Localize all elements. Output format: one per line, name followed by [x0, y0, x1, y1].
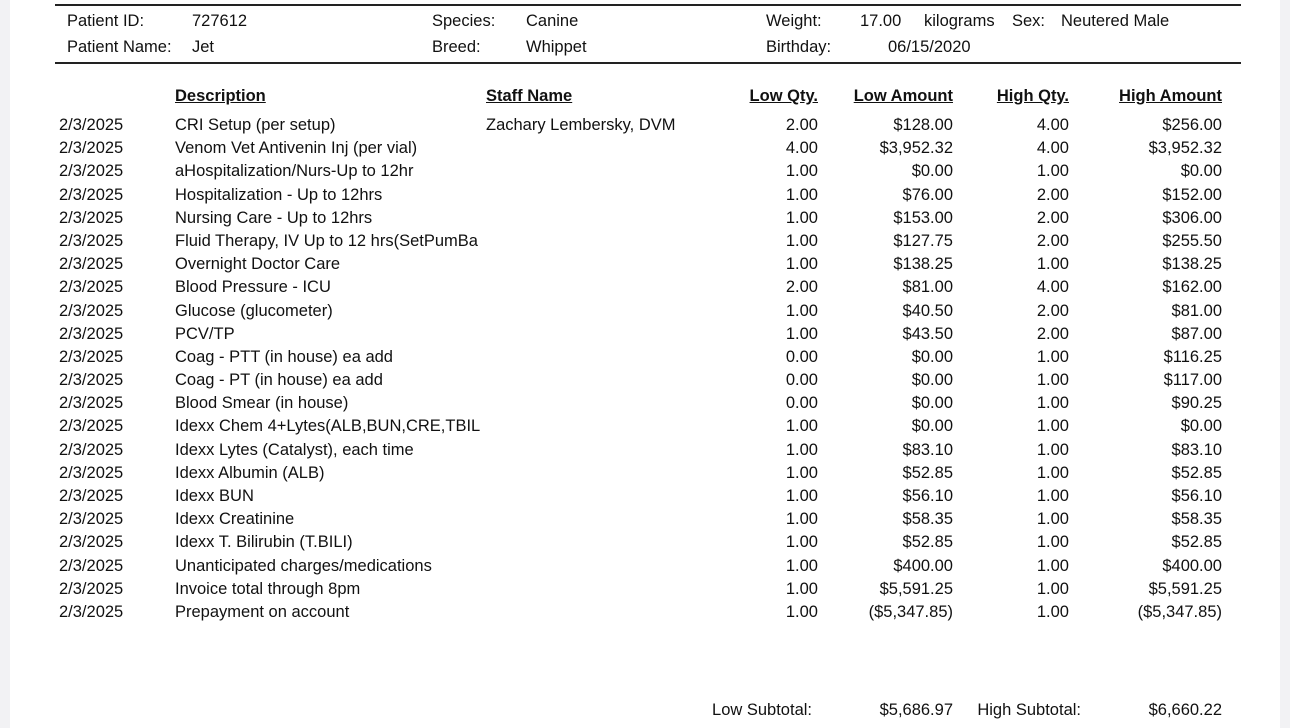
- row-low-qty: 1.00: [785, 463, 818, 482]
- row-description: Blood Smear (in house): [175, 394, 349, 413]
- row-low-qty: 1.00: [785, 255, 818, 274]
- row-low-qty: 1.00: [785, 533, 818, 552]
- table-row: [10, 230, 1280, 253]
- row-low-qty: 0.00: [785, 394, 818, 413]
- row-low-amount: $128.00: [893, 116, 953, 134]
- row-date: 2/3/2025: [59, 278, 124, 297]
- row-low-qty: 1.00: [785, 510, 818, 529]
- table-row: [10, 276, 1280, 299]
- row-low-qty: 1.00: [785, 440, 818, 459]
- column-header-description: Description: [175, 87, 266, 105]
- table-row: [10, 415, 1280, 438]
- row-date: 2/3/2025: [59, 417, 124, 436]
- row-low-amount: $3,952.32: [879, 139, 953, 158]
- row-high-qty: 1.00: [1036, 417, 1069, 436]
- row-description: Overnight Doctor Care: [175, 255, 341, 274]
- row-low-qty: 1.00: [785, 324, 818, 343]
- row-description: aHospitalization/Nurs-Up to 12hr: [175, 162, 414, 181]
- table-row: [10, 439, 1280, 462]
- table-row: [10, 508, 1280, 531]
- row-high-qty: 2.00: [1036, 231, 1069, 250]
- high-subtotal-value: $6,660.22: [1148, 701, 1222, 719]
- row-low-amount: $400.00: [893, 556, 953, 575]
- breed-value: Whippet: [526, 38, 587, 56]
- table-row: [10, 555, 1280, 578]
- row-high-amount: $87.00: [1171, 324, 1222, 343]
- row-date: 2/3/2025: [59, 556, 124, 575]
- row-low-qty: 1.00: [785, 487, 818, 505]
- row-date: 2/3/2025: [59, 394, 124, 413]
- patient-id-value: 727612: [192, 12, 248, 30]
- table-row: [10, 531, 1280, 554]
- column-header-staff: Staff Name: [486, 87, 573, 105]
- row-date: 2/3/2025: [59, 602, 124, 621]
- row-high-amount: $162.00: [1162, 278, 1222, 297]
- row-low-amount: $138.25: [893, 255, 953, 274]
- table-row: [10, 462, 1280, 485]
- row-date: 2/3/2025: [59, 579, 124, 598]
- table-row: [10, 601, 1280, 624]
- row-description: Blood Pressure - ICU: [175, 278, 331, 297]
- row-description: Hospitalization - Up to 12hrs: [175, 185, 383, 204]
- row-low-amount: $0.00: [911, 162, 953, 181]
- low-subtotal-label: Low Subtotal:: [712, 701, 812, 719]
- row-high-amount: $0.00: [1180, 162, 1222, 181]
- row-date: 2/3/2025: [59, 301, 124, 320]
- row-date: 2/3/2025: [59, 324, 124, 343]
- column-header-low-amount: Low Amount: [853, 87, 953, 105]
- row-low-amount: $0.00: [911, 371, 953, 390]
- weight-value: 17.00: [860, 12, 902, 30]
- row-high-qty: 2.00: [1036, 185, 1069, 204]
- species-value: Canine: [526, 12, 579, 30]
- table-row: [10, 346, 1280, 369]
- row-description: PCV/TP: [175, 324, 235, 343]
- top-rule: [55, 4, 1241, 6]
- row-low-amount: $76.00: [902, 185, 953, 204]
- row-high-qty: 2.00: [1036, 301, 1069, 320]
- row-high-qty: 4.00: [1036, 278, 1069, 297]
- table-row: [10, 485, 1280, 508]
- row-low-amount: $43.50: [902, 324, 953, 343]
- species-label: Species:: [432, 12, 496, 30]
- row-description: Unanticipated charges/medications: [175, 556, 432, 575]
- line-items-table: [10, 114, 1280, 624]
- row-description: Idexx Albumin (ALB): [175, 463, 325, 482]
- row-low-qty: 0.00: [785, 371, 818, 390]
- row-low-qty: 2.00: [785, 116, 818, 134]
- row-high-qty: 1.00: [1036, 510, 1069, 529]
- row-low-qty: 0.00: [785, 347, 818, 366]
- patient-name-label: Patient Name:: [67, 38, 172, 56]
- row-staff-name: Zachary Lembersky, DVM: [486, 116, 676, 134]
- table-row: [10, 160, 1280, 183]
- sex-value: Neutered Male: [1061, 12, 1170, 30]
- row-low-amount: $0.00: [911, 347, 953, 366]
- high-subtotal-label: High Subtotal:: [977, 701, 1081, 719]
- row-date: 2/3/2025: [59, 116, 124, 134]
- row-low-qty: 1.00: [785, 602, 818, 621]
- estimate-page: [10, 0, 1280, 728]
- patient-id-label: Patient ID:: [67, 12, 145, 30]
- row-date: 2/3/2025: [59, 255, 124, 274]
- row-high-qty: 4.00: [1036, 116, 1069, 134]
- row-date: 2/3/2025: [59, 185, 124, 204]
- row-low-amount: $40.50: [902, 301, 953, 320]
- row-high-qty: 4.00: [1036, 139, 1069, 158]
- row-high-qty: 1.00: [1036, 487, 1069, 505]
- table-row: [10, 207, 1280, 230]
- table-row: [10, 578, 1280, 601]
- row-low-qty: 1.00: [785, 231, 818, 250]
- table-row: [10, 369, 1280, 392]
- table-row: [10, 392, 1280, 415]
- row-description: Idexx Lytes (Catalyst), each time: [175, 440, 414, 459]
- header-bottom-rule: [55, 62, 1241, 64]
- row-date: 2/3/2025: [59, 139, 124, 158]
- row-high-qty: 1.00: [1036, 556, 1069, 575]
- row-high-amount: $90.25: [1171, 394, 1222, 413]
- row-low-amount: $52.85: [902, 533, 953, 552]
- row-description: Invoice total through 8pm: [175, 579, 361, 598]
- row-description: Nursing Care - Up to 12hrs: [175, 208, 373, 227]
- row-high-amount: $116.25: [1163, 347, 1222, 366]
- row-high-amount: $56.10: [1171, 487, 1222, 505]
- row-high-qty: 1.00: [1036, 463, 1069, 482]
- row-description: Prepayment on account: [175, 602, 350, 621]
- row-low-qty: 1.00: [785, 556, 818, 575]
- row-date: 2/3/2025: [59, 162, 124, 181]
- row-high-amount: $400.00: [1162, 556, 1222, 575]
- row-high-qty: 1.00: [1036, 602, 1069, 621]
- row-low-amount: $0.00: [911, 394, 953, 413]
- row-low-qty: 4.00: [785, 139, 818, 158]
- row-low-amount: $52.85: [902, 463, 953, 482]
- row-low-qty: 2.00: [785, 278, 818, 297]
- row-date: 2/3/2025: [59, 510, 124, 529]
- patient-name-value: Jet: [192, 38, 215, 56]
- row-low-amount: $5,591.25: [879, 579, 953, 598]
- row-description: Venom Vet Antivenin Inj (per vial): [175, 139, 418, 158]
- row-high-qty: 1.00: [1036, 579, 1069, 598]
- row-low-qty: 1.00: [785, 185, 818, 204]
- column-header-low-qty: Low Qty.: [749, 87, 818, 105]
- row-date: 2/3/2025: [59, 371, 124, 390]
- row-low-qty: 1.00: [785, 579, 818, 598]
- row-low-amount: ($5,347.85): [868, 602, 953, 621]
- column-header-high-amount: High Amount: [1119, 87, 1222, 105]
- row-description: Coag - PT (in house) ea add: [175, 371, 383, 390]
- row-low-amount: $81.00: [902, 278, 953, 297]
- row-description: CRI Setup (per setup): [175, 116, 336, 134]
- weight-unit: kilograms: [924, 12, 995, 30]
- row-low-amount: $56.10: [902, 487, 953, 505]
- row-high-qty: 1.00: [1036, 440, 1069, 459]
- row-high-amount: $152.00: [1162, 185, 1222, 204]
- row-high-amount: $5,591.25: [1148, 579, 1222, 598]
- row-high-amount: $255.50: [1162, 231, 1222, 250]
- row-low-qty: 1.00: [785, 417, 818, 436]
- row-high-qty: 1.00: [1036, 347, 1069, 366]
- row-high-amount: $256.00: [1162, 116, 1222, 134]
- row-date: 2/3/2025: [59, 487, 124, 505]
- row-description: Idexx BUN: [175, 487, 254, 505]
- row-high-qty: 2.00: [1036, 208, 1069, 227]
- row-low-qty: 1.00: [785, 301, 818, 320]
- row-low-amount: $127.75: [893, 231, 953, 250]
- table-row: [10, 184, 1280, 207]
- row-date: 2/3/2025: [59, 208, 124, 227]
- row-high-qty: 1.00: [1036, 371, 1069, 390]
- row-high-amount: $306.00: [1162, 208, 1222, 227]
- row-date: 2/3/2025: [59, 440, 124, 459]
- row-high-amount: ($5,347.85): [1137, 602, 1222, 621]
- row-high-amount: $117.00: [1163, 371, 1222, 390]
- row-description: Coag - PTT (in house) ea add: [175, 347, 393, 366]
- row-description: Idexx Chem 4+Lytes(ALB,BUN,CRE,TBIL: [175, 417, 481, 436]
- row-high-amount: $52.85: [1171, 463, 1222, 482]
- row-high-amount: $83.10: [1171, 440, 1222, 459]
- row-low-amount: $0.00: [911, 417, 953, 436]
- row-description: Glucose (glucometer): [175, 301, 333, 320]
- table-row: [10, 114, 1280, 137]
- row-description: Fluid Therapy, IV Up to 12 hrs(SetPumBa: [175, 231, 478, 250]
- row-high-qty: 1.00: [1036, 533, 1069, 552]
- row-low-amount: $83.10: [902, 440, 953, 459]
- row-low-amount: $58.35: [902, 510, 953, 529]
- row-high-qty: 1.00: [1036, 394, 1069, 413]
- row-date: 2/3/2025: [59, 463, 124, 482]
- row-description: Idexx T. Bilirubin (T.BILI): [175, 533, 353, 552]
- row-high-amount: $58.35: [1171, 510, 1222, 529]
- column-header-high-qty: High Qty.: [996, 87, 1069, 105]
- row-high-qty: 1.00: [1036, 162, 1069, 181]
- breed-label: Breed:: [432, 38, 481, 56]
- row-description: Idexx Creatinine: [175, 510, 295, 529]
- row-date: 2/3/2025: [59, 347, 124, 366]
- table-row: [10, 253, 1280, 276]
- birthday-label: Birthday:: [766, 38, 832, 56]
- row-high-qty: 1.00: [1036, 255, 1069, 274]
- row-high-qty: 2.00: [1036, 324, 1069, 343]
- row-date: 2/3/2025: [59, 231, 124, 250]
- table-row: [10, 323, 1280, 346]
- row-low-amount: $153.00: [893, 208, 953, 227]
- sex-label: Sex:: [1012, 12, 1046, 30]
- weight-label: Weight:: [766, 12, 822, 30]
- row-high-amount: $138.25: [1162, 255, 1222, 274]
- birthday-value: 06/15/2020: [888, 38, 971, 56]
- low-subtotal-value: $5,686.97: [879, 701, 953, 719]
- row-high-amount: $3,952.32: [1148, 139, 1222, 158]
- row-high-amount: $0.00: [1180, 417, 1222, 436]
- row-low-qty: 1.00: [785, 162, 818, 181]
- table-row: [10, 137, 1280, 160]
- row-date: 2/3/2025: [59, 533, 124, 552]
- table-row: [10, 300, 1280, 323]
- row-high-amount: $81.00: [1171, 301, 1222, 320]
- row-high-amount: $52.85: [1171, 533, 1222, 552]
- row-low-qty: 1.00: [785, 208, 818, 227]
